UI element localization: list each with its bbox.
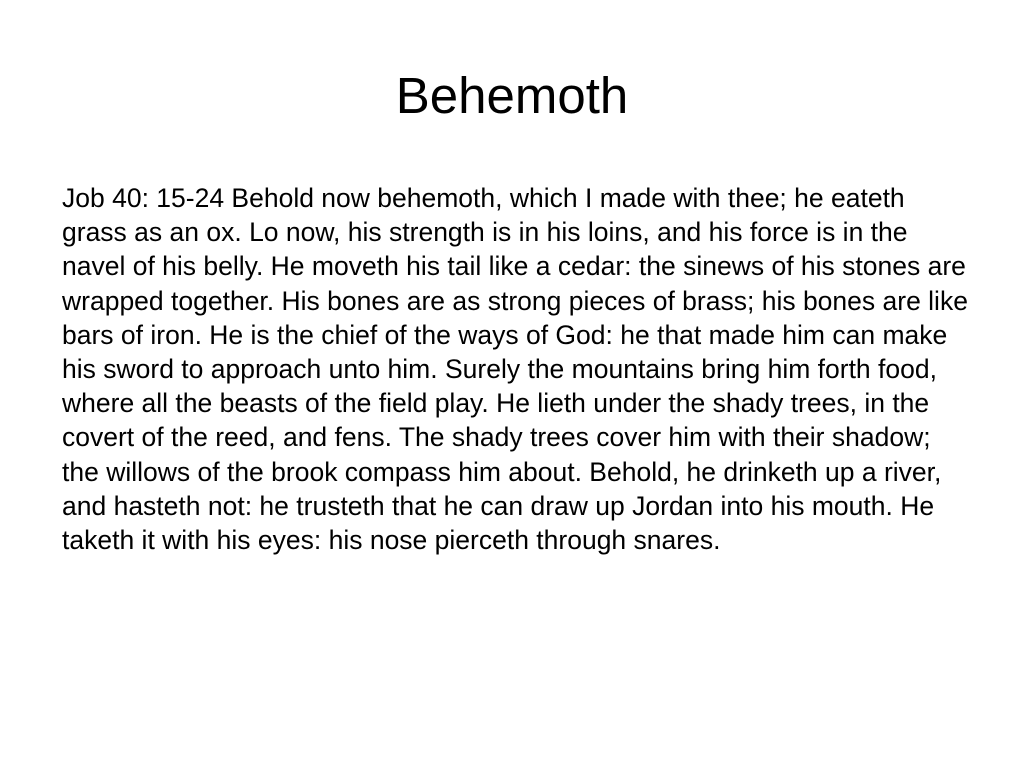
slide-title: Behemoth bbox=[395, 67, 629, 124]
slide-body-text: Job 40: 15-24 Behold now behemoth, which I made with thee; he eateth grass as an ox. Lo now, his strength is in his loins, and his force is in the navel of his belly. He moveth his tail like a cedar: the sinews of his stones are wrapped together. His bones are as strong pieces of brass; his bones are like bars of iron. He is the chief of the ways of God: he that made him can make his sword to approach unto him. Surely the mountains bring him forth food, where all the beasts of the field play. He lieth under the shady trees, in the covert of the reed, and fens. The shady trees cover him with their shadow; the willows of the brook compass him about. Behold, he drinketh up a river, and hasteth not: he trusteth that he can draw up Jordan into his mouth. He taketh it with his eyes: his nose pierceth through snares. bbox=[62, 183, 968, 556]
